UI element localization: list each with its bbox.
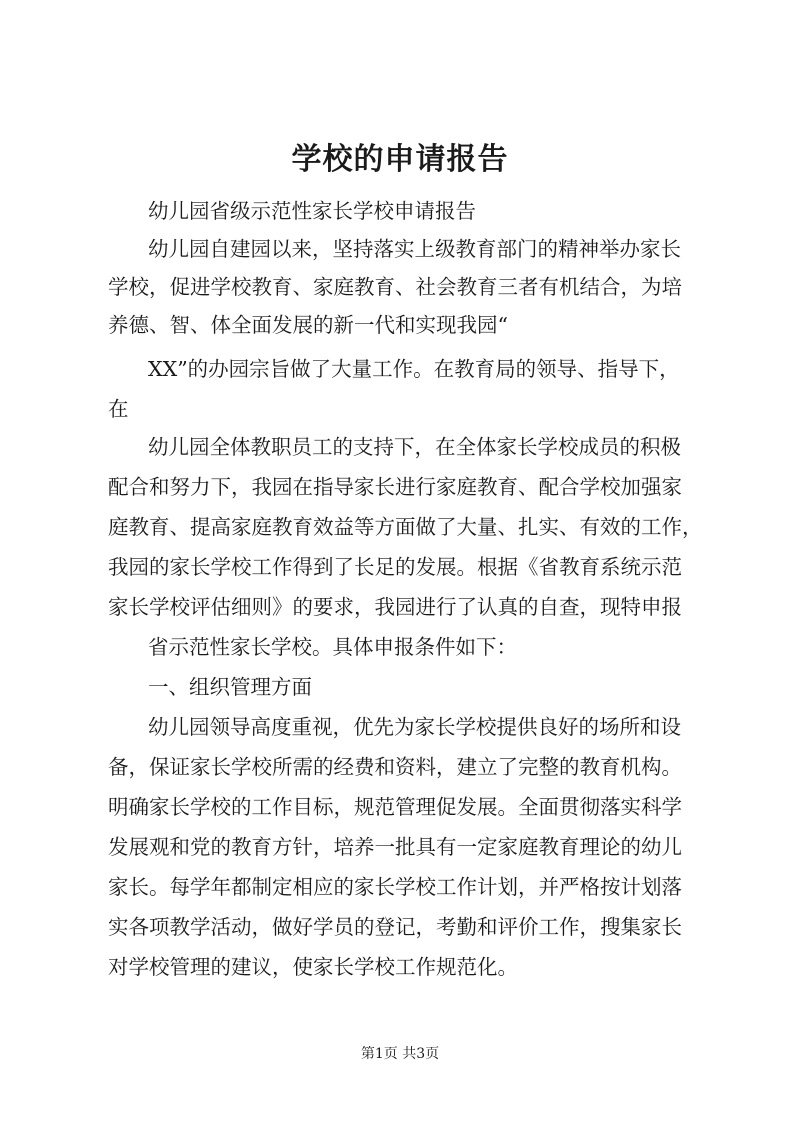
subtitle-line: 幼儿园省级示范性家长学校申请报告 xyxy=(148,199,476,223)
paragraph-line: 配合和努力下，我园在指导家长进行家庭教育、配合学校加强家 xyxy=(108,475,682,499)
paragraph-line: 明确家长学校的工作目标，规范管理促发展。全面贯彻落实科学 xyxy=(108,795,682,819)
page-number: 第1页 共3页 xyxy=(360,1046,440,1062)
paragraph-line: 实各项教学活动，做好学员的登记，考勤和评价工作，搜集家长 xyxy=(108,915,682,939)
document-title: 学校的申请报告 xyxy=(291,142,509,177)
paragraph-line: 对学校管理的建议，使家长学校工作规范化。 xyxy=(108,955,518,979)
paragraph-line: 发展观和党的教育方针，培养一批具有一定家庭教育理论的幼儿 xyxy=(108,835,682,859)
paragraph-line: 幼儿园自建园以来，坚持落实上级教育部门的精神举办家长 xyxy=(148,237,681,261)
paragraph-line: 省示范性家长学校。具体申报条件如下： xyxy=(148,635,517,659)
paragraph-line: 庭教育、提高家庭教育效益等方面做了大量、扎实、有效的工作， xyxy=(108,515,703,539)
paragraph-line: 家长。每学年都制定相应的家长学校工作计划，并严格按计划落 xyxy=(108,875,682,899)
paragraph-line: 幼儿园领导高度重视，优先为家长学校提供良好的场所和设 xyxy=(148,715,681,739)
paragraph-line: 我园的家长学校工作得到了长足的发展。根据《省教育系统示范 xyxy=(108,555,682,579)
paragraph-line: 学校，促进学校教育、家庭教育、社会教育三者有机结合，为培 xyxy=(108,275,682,299)
paragraph-line: 在 xyxy=(108,397,129,421)
paragraph-line: 备，保证家长学校所需的经费和资料，建立了完整的教育机构。 xyxy=(108,755,682,779)
paragraph-line: 家长学校评估细则》的要求，我园进行了认真的自查，现特申报 xyxy=(108,595,682,619)
paragraph-line: XX”的办园宗旨做了大量工作。在教育局的领导、指导下， xyxy=(148,357,680,381)
section-heading: 一、组织管理方面 xyxy=(148,675,312,699)
paragraph-line: 养德、智、体全面发展的新一代和实现我园“ xyxy=(108,313,508,337)
paragraph-line: 幼儿园全体教职员工的支持下，在全体家长学校成员的积极 xyxy=(148,435,681,459)
